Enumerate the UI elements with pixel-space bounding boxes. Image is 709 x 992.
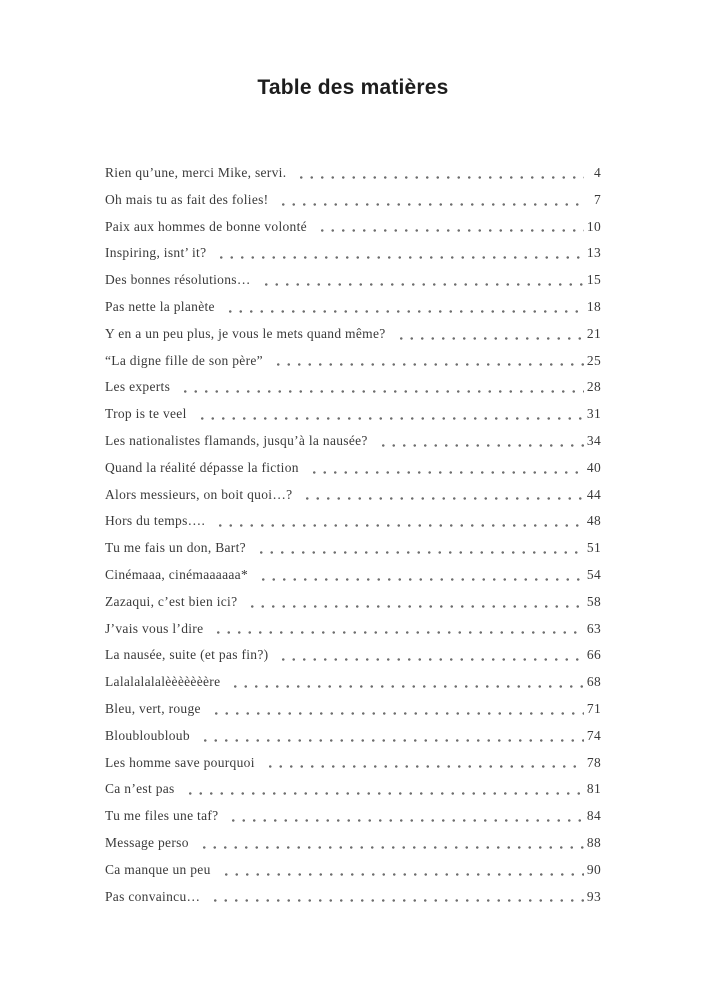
toc-entry-page: 34 — [586, 432, 601, 448]
toc-entry-label: Les nationalistes flamands, jusqu’à la nausée? — [105, 432, 368, 448]
toc-leader-dots — [222, 294, 584, 321]
toc-entry-page: 93 — [586, 888, 601, 904]
toc-leader-dots — [299, 482, 583, 509]
toc-entry-page: 58 — [586, 593, 601, 609]
toc-leader-dots — [393, 321, 584, 348]
toc-entry-page: 44 — [586, 486, 601, 502]
toc-entry-label: Message perso — [105, 834, 189, 850]
toc-entry-label: Des bonnes résolutions… — [105, 272, 251, 288]
toc-leader-dots — [275, 187, 584, 214]
toc-entry-page: 71 — [586, 700, 601, 716]
toc-entry-page: 74 — [586, 727, 601, 743]
toc-entry — [105, 589, 601, 616]
toc-entry — [105, 535, 601, 562]
toc-entry-page: 15 — [586, 272, 601, 288]
toc-entry-page: 78 — [586, 754, 601, 770]
toc-entry-page: 40 — [586, 459, 601, 475]
toc-leader-dots — [218, 857, 584, 884]
toc-entry-label: “La digne fille de son père” — [105, 352, 263, 368]
toc-entry-page: 48 — [586, 513, 601, 529]
toc-entry — [105, 294, 601, 321]
toc-entry — [105, 776, 601, 803]
toc-entry-page: 21 — [586, 325, 601, 341]
toc-entry-page: 7 — [593, 191, 601, 207]
toc-leader-dots — [182, 776, 584, 803]
toc-entry-page: 51 — [586, 540, 601, 556]
toc-entry-page: 81 — [586, 781, 601, 797]
toc-leader-dots — [253, 535, 584, 562]
toc-entry — [105, 830, 601, 857]
toc-leader-dots — [227, 669, 584, 696]
toc-leader-dots — [375, 428, 584, 455]
toc-entry-label: Tu me fais un don, Bart? — [105, 540, 246, 556]
toc-entry-label: Trop is te veel — [105, 406, 187, 422]
toc-entry-page: 66 — [586, 647, 601, 663]
toc-entry-page: 84 — [586, 808, 601, 824]
toc-entry — [105, 348, 601, 375]
toc-entry — [105, 642, 601, 669]
toc-leader-dots — [225, 803, 583, 830]
toc-leader-dots — [255, 562, 584, 589]
toc-entry-page: 25 — [586, 352, 601, 368]
toc-entry-label: Ca manque un peu — [105, 861, 211, 877]
toc-entry-label: Hors du temps…. — [105, 513, 206, 529]
toc-leader-dots — [196, 830, 584, 857]
toc-entry-label: Pas convaincu… — [105, 888, 201, 904]
toc-entry — [105, 884, 601, 911]
toc-entry — [105, 508, 601, 535]
toc-entry-page: 28 — [586, 379, 601, 395]
toc-entry-label: J’vais vous l’dire — [105, 620, 204, 636]
toc-leader-dots — [207, 884, 584, 911]
toc-entry-label: La nausée, suite (et pas fin?) — [105, 647, 269, 663]
toc-entry-label: Cinémaaa, cinémaaaaaa* — [105, 566, 249, 582]
toc-leader-dots — [293, 160, 584, 187]
toc-entry — [105, 857, 601, 884]
toc-entry-label: Ca n’est pas — [105, 781, 175, 797]
toc-entry-label: Oh mais tu as fait des folies! — [105, 191, 269, 207]
toc-entry — [105, 401, 601, 428]
toc-entry-page: 68 — [586, 674, 601, 690]
toc-entry-label: Bloubloubloub — [105, 727, 190, 743]
toc-entry-label: Inspiring, isnt’ it? — [105, 245, 207, 261]
toc-entry-label: Alors messieurs, on boit quoi…? — [105, 486, 293, 502]
toc-leader-dots — [244, 589, 584, 616]
toc-entry — [105, 455, 601, 482]
toc-entry — [105, 214, 601, 241]
toc-leader-dots — [213, 240, 584, 267]
toc-entry — [105, 160, 601, 187]
toc-entry — [105, 187, 601, 214]
toc-entry — [105, 750, 601, 777]
toc-entry — [105, 374, 601, 401]
toc-entry — [105, 723, 601, 750]
toc-leader-dots — [194, 401, 584, 428]
toc-entry-page: 90 — [586, 861, 601, 877]
toc-entry-label: Les homme save pourquoi — [105, 754, 255, 770]
toc-entry — [105, 669, 601, 696]
toc-leader-dots — [177, 374, 584, 401]
toc-entry-page: 13 — [586, 245, 601, 261]
toc-leader-dots — [197, 723, 584, 750]
toc-leader-dots — [212, 508, 584, 535]
toc-leader-dots — [270, 348, 584, 375]
toc-leader-dots — [306, 455, 584, 482]
toc-entry-label: Paix aux hommes de bonne volonté — [105, 218, 307, 234]
toc-leader-dots — [275, 642, 583, 669]
toc-entry-page: 63 — [586, 620, 601, 636]
toc-entry-label: Les experts — [105, 379, 171, 395]
toc-leader-dots — [208, 696, 584, 723]
toc-entry-page: 54 — [586, 566, 601, 582]
toc-entry — [105, 482, 601, 509]
toc-entry-page: 31 — [586, 406, 601, 422]
page-title: Table des matières — [257, 76, 449, 99]
toc-entry — [105, 803, 601, 830]
toc-entry-page: 88 — [586, 834, 601, 850]
toc-leader-dots — [210, 616, 584, 643]
toc-entry-page: 10 — [586, 218, 601, 234]
toc-entry — [105, 428, 601, 455]
toc-entry-label: Quand la réalité dépasse la fiction — [105, 459, 299, 475]
toc-entry-label: Rien qu’une, merci Mike, servi. — [105, 165, 287, 180]
toc-entry — [105, 321, 601, 348]
toc-entry-label: Zazaqui, c’est bien ici? — [105, 593, 238, 609]
toc-entry-label: Bleu, vert, rouge — [105, 700, 201, 716]
toc-entry — [105, 696, 601, 723]
toc-leader-dots — [314, 214, 584, 241]
toc-entry-label: Y en a un peu plus, je vous le mets quand même? — [105, 325, 386, 341]
toc-leader-dots — [262, 750, 584, 777]
toc-entry-page: 18 — [586, 298, 601, 314]
toc-entry-label: Lalalalalalèèèèèèère — [105, 674, 221, 690]
toc-entry-page: 4 — [593, 165, 601, 180]
toc-list — [105, 160, 601, 910]
toc-entry — [105, 267, 601, 294]
toc-entry — [105, 562, 601, 589]
toc-entry-label: Pas nette la planète — [105, 298, 215, 314]
toc-entry — [105, 616, 601, 643]
toc-entry — [105, 240, 601, 267]
toc-leader-dots — [258, 267, 584, 294]
toc-entry-label: Tu me files une taf? — [105, 808, 219, 824]
